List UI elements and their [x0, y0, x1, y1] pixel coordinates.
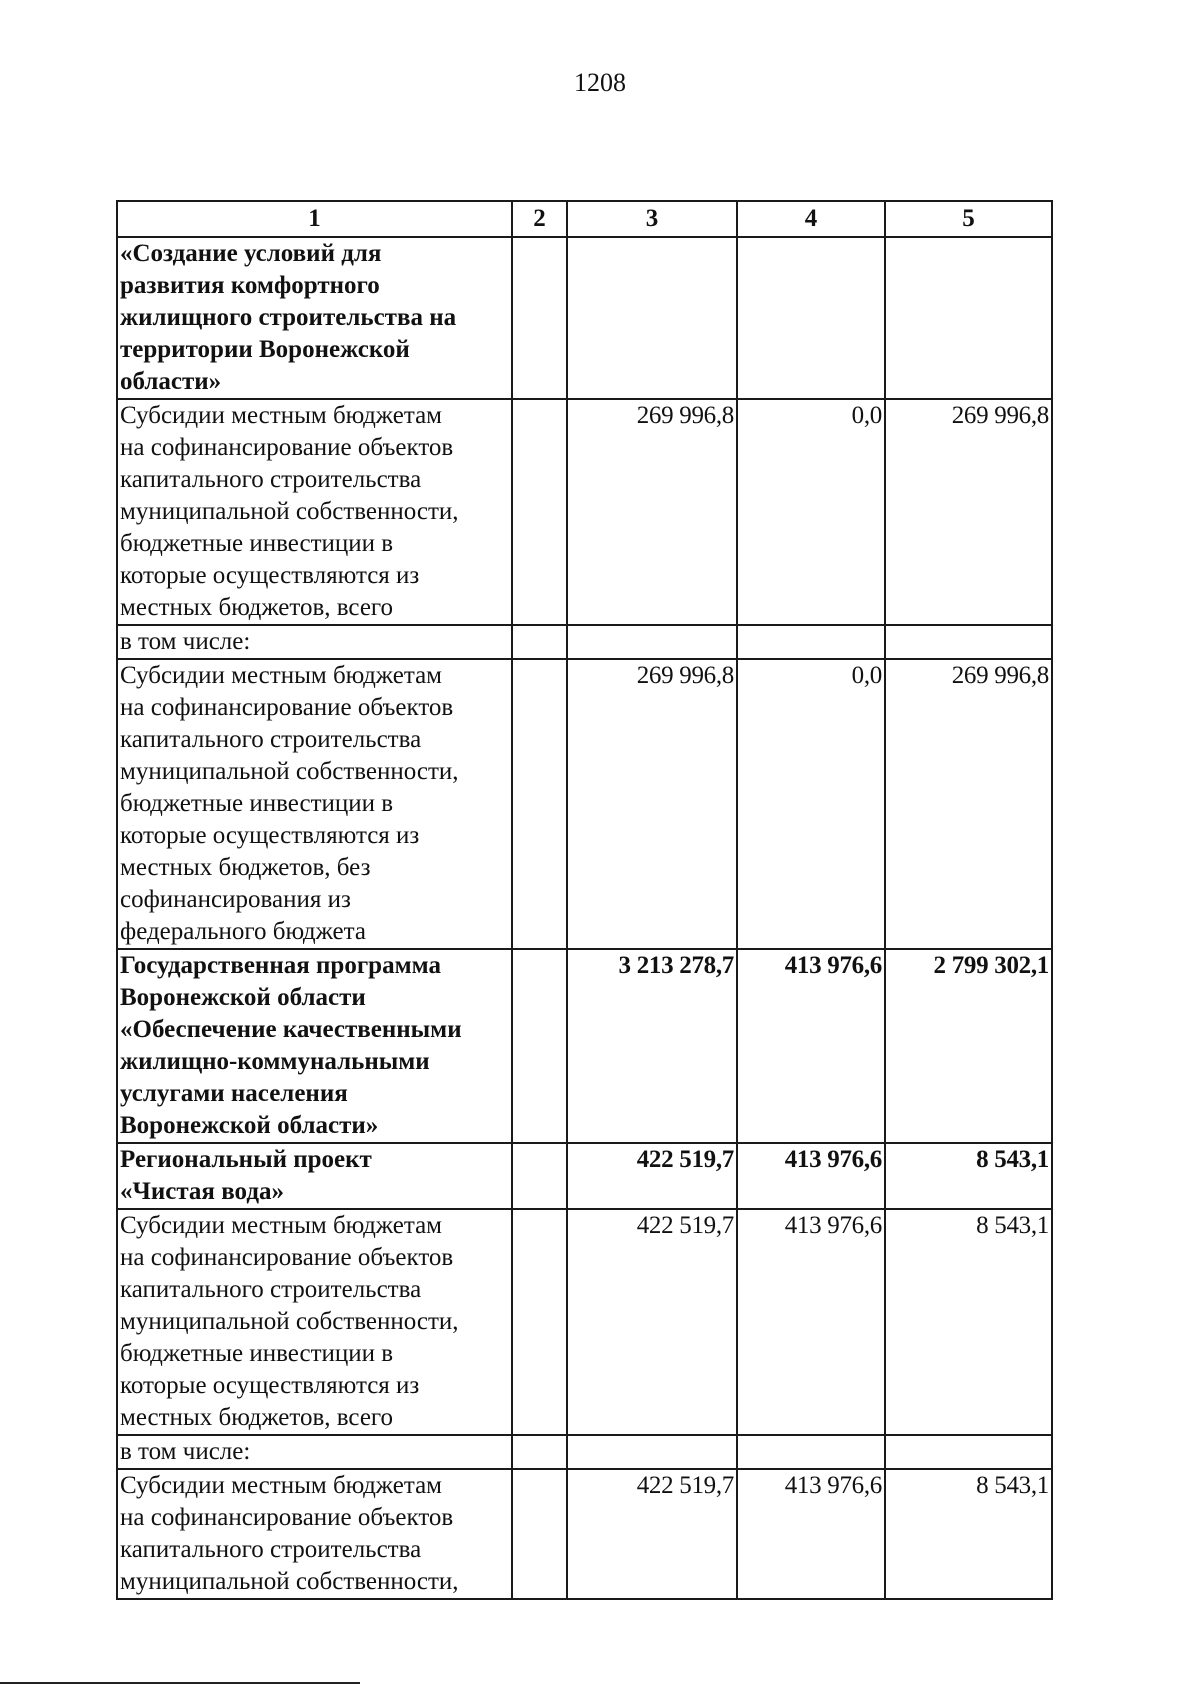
- cell-col-2: [512, 399, 567, 625]
- cell-col-2: [512, 1143, 567, 1209]
- row-label: Субсидии местным бюджетам на софинансирование объектов капитального строительства муниципальной собственности,: [117, 1469, 512, 1599]
- cell-col-3: 269 996,8: [567, 659, 737, 949]
- header-col-4: 4: [737, 201, 885, 237]
- cell-col-5: [885, 237, 1052, 399]
- bottom-rule: [0, 1682, 360, 1684]
- table-row: [117, 237, 1052, 399]
- row-label: в том числе:: [117, 625, 512, 659]
- budget-table: [116, 200, 1053, 1600]
- cell-col-4: [737, 1435, 885, 1469]
- cell-col-3: 422 519,7: [567, 1209, 737, 1435]
- table-row: [117, 625, 1052, 659]
- table-row: [117, 1435, 1052, 1469]
- cell-col-2: [512, 1435, 567, 1469]
- page-number: 1208: [574, 68, 626, 97]
- cell-col-5: 8 543,1: [885, 1209, 1052, 1435]
- cell-col-2: [512, 237, 567, 399]
- cell-col-4: 0,0: [737, 399, 885, 625]
- row-label: Субсидии местным бюджетам на софинансирование объектов капитального строительства муниципальной собственности, бюджетные инвестиции в которые осуществляются из местных бюджетов, без софинансирования из федерального бюджета: [117, 659, 512, 949]
- row-label: Государственная программа Воронежской области «Обеспечение качественными жилищно-коммунальными услугами населения Воронежской области»: [117, 949, 512, 1143]
- cell-col-4: 413 976,6: [737, 1143, 885, 1209]
- header-col-3: 3: [567, 201, 737, 237]
- cell-col-2: [512, 625, 567, 659]
- cell-col-5: [885, 1435, 1052, 1469]
- header-col-5: 5: [885, 201, 1052, 237]
- cell-col-3: 422 519,7: [567, 1143, 737, 1209]
- table-row: [117, 1143, 1052, 1209]
- cell-col-5: [885, 625, 1052, 659]
- cell-col-3: [567, 625, 737, 659]
- cell-col-5: 2 799 302,1: [885, 949, 1052, 1143]
- row-label: Субсидии местным бюджетам на софинансирование объектов капитального строительства муниципальной собственности, бюджетные инвестиции в которые осуществляются из местных бюджетов, всего: [117, 1209, 512, 1435]
- cell-col-2: [512, 659, 567, 949]
- table-header-row: [117, 201, 1052, 237]
- cell-col-3: [567, 237, 737, 399]
- header-col-1: 1: [117, 201, 512, 237]
- row-label: в том числе:: [117, 1435, 512, 1469]
- cell-col-2: [512, 949, 567, 1143]
- cell-col-5: 269 996,8: [885, 659, 1052, 949]
- cell-col-3: 269 996,8: [567, 399, 737, 625]
- cell-col-4: 413 976,6: [737, 1469, 885, 1599]
- cell-col-4: [737, 237, 885, 399]
- table-row: [117, 1209, 1052, 1435]
- row-label: Субсидии местным бюджетам на софинансирование объектов капитального строительства муниципальной собственности, бюджетные инвестиции в которые осуществляются из местных бюджетов, всего: [117, 399, 512, 625]
- cell-col-4: 0,0: [737, 659, 885, 949]
- cell-col-3: 3 213 278,7: [567, 949, 737, 1143]
- cell-col-5: 8 543,1: [885, 1469, 1052, 1599]
- table-row: [117, 659, 1052, 949]
- row-label: Региональный проект «Чистая вода»: [117, 1143, 512, 1209]
- table-row: [117, 949, 1052, 1143]
- table-row: [117, 399, 1052, 625]
- cell-col-5: 8 543,1: [885, 1143, 1052, 1209]
- header-col-2: 2: [512, 201, 567, 237]
- cell-col-2: [512, 1469, 567, 1599]
- cell-col-4: [737, 625, 885, 659]
- cell-col-4: 413 976,6: [737, 1209, 885, 1435]
- cell-col-5: 269 996,8: [885, 399, 1052, 625]
- row-label: «Создание условий для развития комфортного жилищного строительства на территории Воронежской области»: [117, 237, 512, 399]
- cell-col-3: [567, 1435, 737, 1469]
- table-row: [117, 1469, 1052, 1599]
- cell-col-2: [512, 1209, 567, 1435]
- cell-col-4: 413 976,6: [737, 949, 885, 1143]
- cell-col-3: 422 519,7: [567, 1469, 737, 1599]
